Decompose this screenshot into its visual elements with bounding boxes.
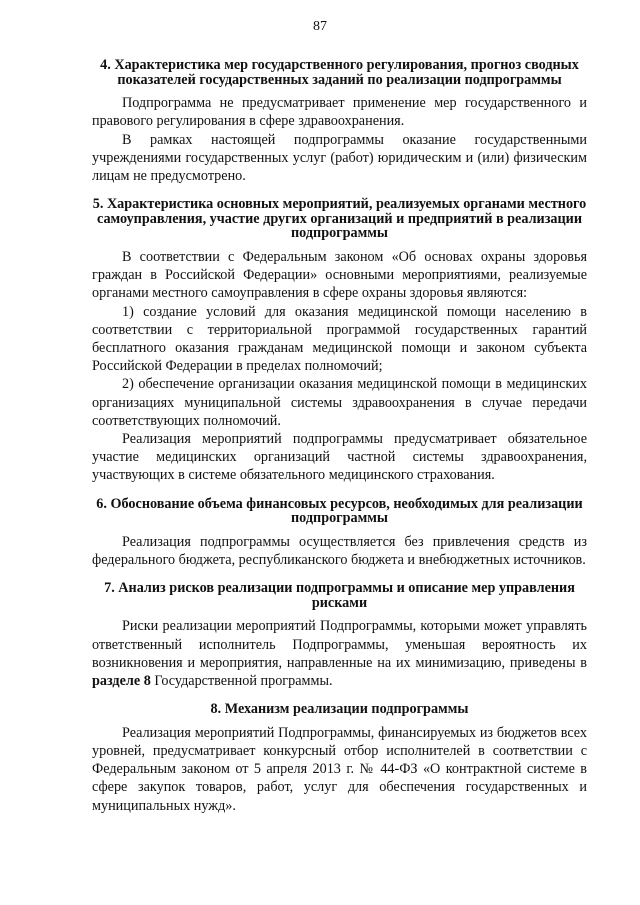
section-7-paragraph-1 [92,617,587,690]
section-5-paragraph-1: В соответствии с Федеральным законом «Об основах охраны здоровья граждан в Российской Федерации» основными мероприятиями, реализуемые органами местного самоуправления в сфере охраны здоровья являются: [92,248,587,302]
section-5-paragraph-2: 1) создание условий для оказания медицинской помощи населению в соответствии с территориальной программой государственных гарантий бесплатного оказания гражданам медицинской помощи и законом субъекта Российской Федерации в пределах полномочий; [92,303,587,375]
section-7-bold-reference: разделе 8 [92,673,151,690]
section-7-text-end: Государственной программы. [150,673,333,690]
section-4-paragraph-2: В рамках настоящей подпрограммы оказание государственными учреждениями государственных услуг (работ) юридическим и (или) физическим лицам не предусмотрено. [92,131,587,184]
section-4-paragraph-1: Подпрограмма не предусматривает применение мер государственного и правового регулирования в сфере здравоохранения. [92,95,587,130]
section-7-heading: 7. Анализ рисков реализации подпрограммы и описание мер управления рисками [104,580,575,611]
section-8-paragraph-1: Реализация мероприятий Подпрограммы, финансируемых из бюджетов всех уровней, предусматривает конкурсный отбор исполнителей в соответствии с Федеральным законом от 5 апреля 2013 г. № 44-ФЗ «О контрактной системе в сфере закупок товаров, работ, услуг для обеспечения государственных и муниципальных нужд». [92,724,587,814]
section-8-heading: 8. Механизм реализации подпрограммы [210,701,469,718]
section-6-paragraph-1: Реализация подпрограммы осуществляется без привлечения средств из федерального бюджета, республиканского бюджета и внебюджетных источников. [92,533,587,569]
page-number: 87 [313,19,327,34]
document-body [92,58,587,815]
section-5-paragraph-3: 2) обеспечение организации оказания медицинской помощи в медицинских организациях муниципальной системы здравоохранения в случае передачи соответствующих полномочий. [92,376,587,429]
section-5-heading: 5. Характеристика основных мероприятий, реализуемых органами местного самоуправления, участие других организаций и предприятий в реализации подпрограммы [92,196,587,242]
section-4-heading: 4. Характеристика мер государственного регулирования, прогноз сводных показателей государственных заданий по реализации подпрограммы [100,57,579,88]
section-7-text-start: Риски реализации мероприятий Подпрограммы, которыми может управлять ответственный исполнитель Подпрограммы, уменьшая вероятность их возникновения и мероприятия, направленные на их минимизацию, приведены в [92,618,587,671]
section-6-heading: 6. Обоснование объема финансовых ресурсов, необходимых для реализации подпрограммы [96,495,583,527]
section-5-paragraph-4: Реализация мероприятий подпрограммы предусматривает обязательное участие медицинских организаций частной системы здравоохранения, участвующих в системе обязательного медицинского страхования. [92,431,587,484]
